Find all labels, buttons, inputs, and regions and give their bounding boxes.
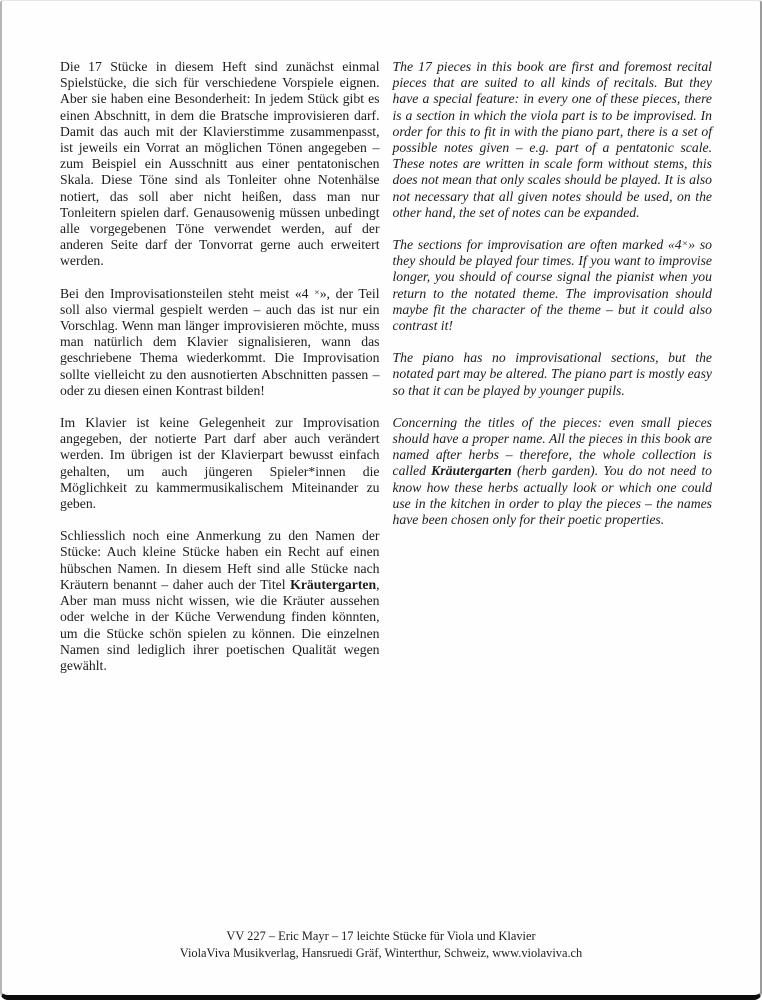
german-column — [60, 59, 380, 690]
body-text: Schliesslich noch eine Anmerkung zu den Namen der Stücke: Auch kleine Stücke haben ein Recht auf einen hübschen Namen. In diesem Heft sind alle Stücke nach Kräutern benannt – daher auch der Titel — [60, 528, 380, 592]
paragraph — [393, 415, 713, 528]
body-text: Bei den Improvisationsteilen steht meist «4 — [60, 285, 315, 301]
body-text: The 17 pieces in this book are first and foremost recital pieces that are suited to all kinds of recitals. But they have a special feature: in every one of these pieces, there is a section in which the viola part is to be improvised. In order for this to fit in with the piano part, there is a set of possible notes given – e.g. part of a pentatonic scale. These notes are written in scale form without stems, this does not mean that only scales should be played. It is also not necessary that all given notes should be used, on the other hand, the set of notes can be expanded. — [392, 59, 712, 220]
paragraph — [60, 286, 380, 399]
repeat-count-sup: × — [314, 286, 320, 298]
title-bold-text: Kräutergarten — [431, 463, 512, 479]
title-bold-text: Kräutergarten — [290, 576, 377, 592]
body-text: Im Klavier ist keine Gelegenheit zur Improvisation angegeben, der notierte Part darf aber auch verändert werden. Im übrigen ist der Klavierpart bewusst einfach gehalten, um auch jüngeren Spieler*innen die Möglichkeit zu kammermusikalischem Miteinander zu geben. — [60, 415, 380, 512]
page-footer — [2, 928, 760, 962]
two-column-text-area — [2, 1, 760, 690]
body-text: » so they should be played four times. If you want to improvise longer, you should of course signal the pianist when you return to the notated theme. The improvisation should maybe fit the character of the theme – but it could also contrast it! — [392, 237, 712, 334]
body-text: Die 17 Stücke in diesem Heft sind zunächst einmal Spielstücke, die sich für verschiedene Vorspiele eignen. Aber sie haben eine Besonderheit: In jedem Stück gibt es einen Abschnitt, in dem die Bratsche improvisieren darf. Damit das auch mit der Klavierstimme zusammenpasst, ist jeweils ein Vorrat an möglichen Tönen angegeben – zum Beispiel ein Ausschnitt aus einer pentatonischen Skala. Diese Töne sind als Tonleiter ohne Notenhälse notiert, das soll aber nicht heißen, dass man nur Tonleitern spielen darf. Genausowenig müssen unbedingt alle vorgegebenen Töne verwendet werden, auf der anderen Seite darf der Tonvorrat gerne auch erweitert werden. — [60, 59, 380, 269]
paragraph — [60, 59, 380, 270]
paragraph — [60, 528, 380, 674]
footer-publisher-line: ViolaViva Musikverlag, Hansruedi Gräf, Winterthur, Schweiz, www.violaviva.ch — [179, 946, 583, 960]
body-text: The piano has no improvisational sections, but the notated part may be altered. The piano part is mostly easy so that it can be played by younger pupils. — [392, 350, 712, 398]
body-text: », der Teil soll also viermal gespielt werden – auch das ist nur ein Vorschlag. Wenn man länger improvisieren möchte, muss man natürlich dem Klavier signalisieren, wann das geschriebene Thema wiederkommt. Die Improvisation sollte vielleicht zu den ausnotierten Abschnitten passen – oder zu diesen einen Kontrast bilden! — [60, 285, 380, 398]
body-text: (herb garden). You do not need to know how these herbs actually look or which one could use in the kitchen in order to play the pieces – the names have been chosen only for their poetic properties. — [392, 463, 712, 528]
paragraph — [393, 59, 713, 221]
body-text: Concerning the titles of the pieces: even small pieces should have a proper name. All the pieces in this book are named after herbs – therefore, the whole collection is called — [392, 414, 712, 479]
footer-edition-line: VV 227 – Eric Mayr – 17 leichte Stücke für Viola und Klavier — [226, 929, 536, 943]
repeat-count-sup: × — [681, 238, 689, 250]
body-text: , Aber man muss nicht wissen, wie die Kräuter aussehen oder welche in der Küche Verwendung finden könnten, um die Stücke schön spielen zu können. Die einzelnen Namen sind lediglich ihrer poetischen Qualität wegen gewählt. — [60, 576, 380, 673]
paragraph — [393, 237, 713, 334]
paragraph — [393, 350, 713, 399]
body-text: The sections for improvisation are often marked «4 — [392, 237, 682, 253]
paragraph — [60, 415, 380, 512]
english-column — [393, 59, 713, 690]
